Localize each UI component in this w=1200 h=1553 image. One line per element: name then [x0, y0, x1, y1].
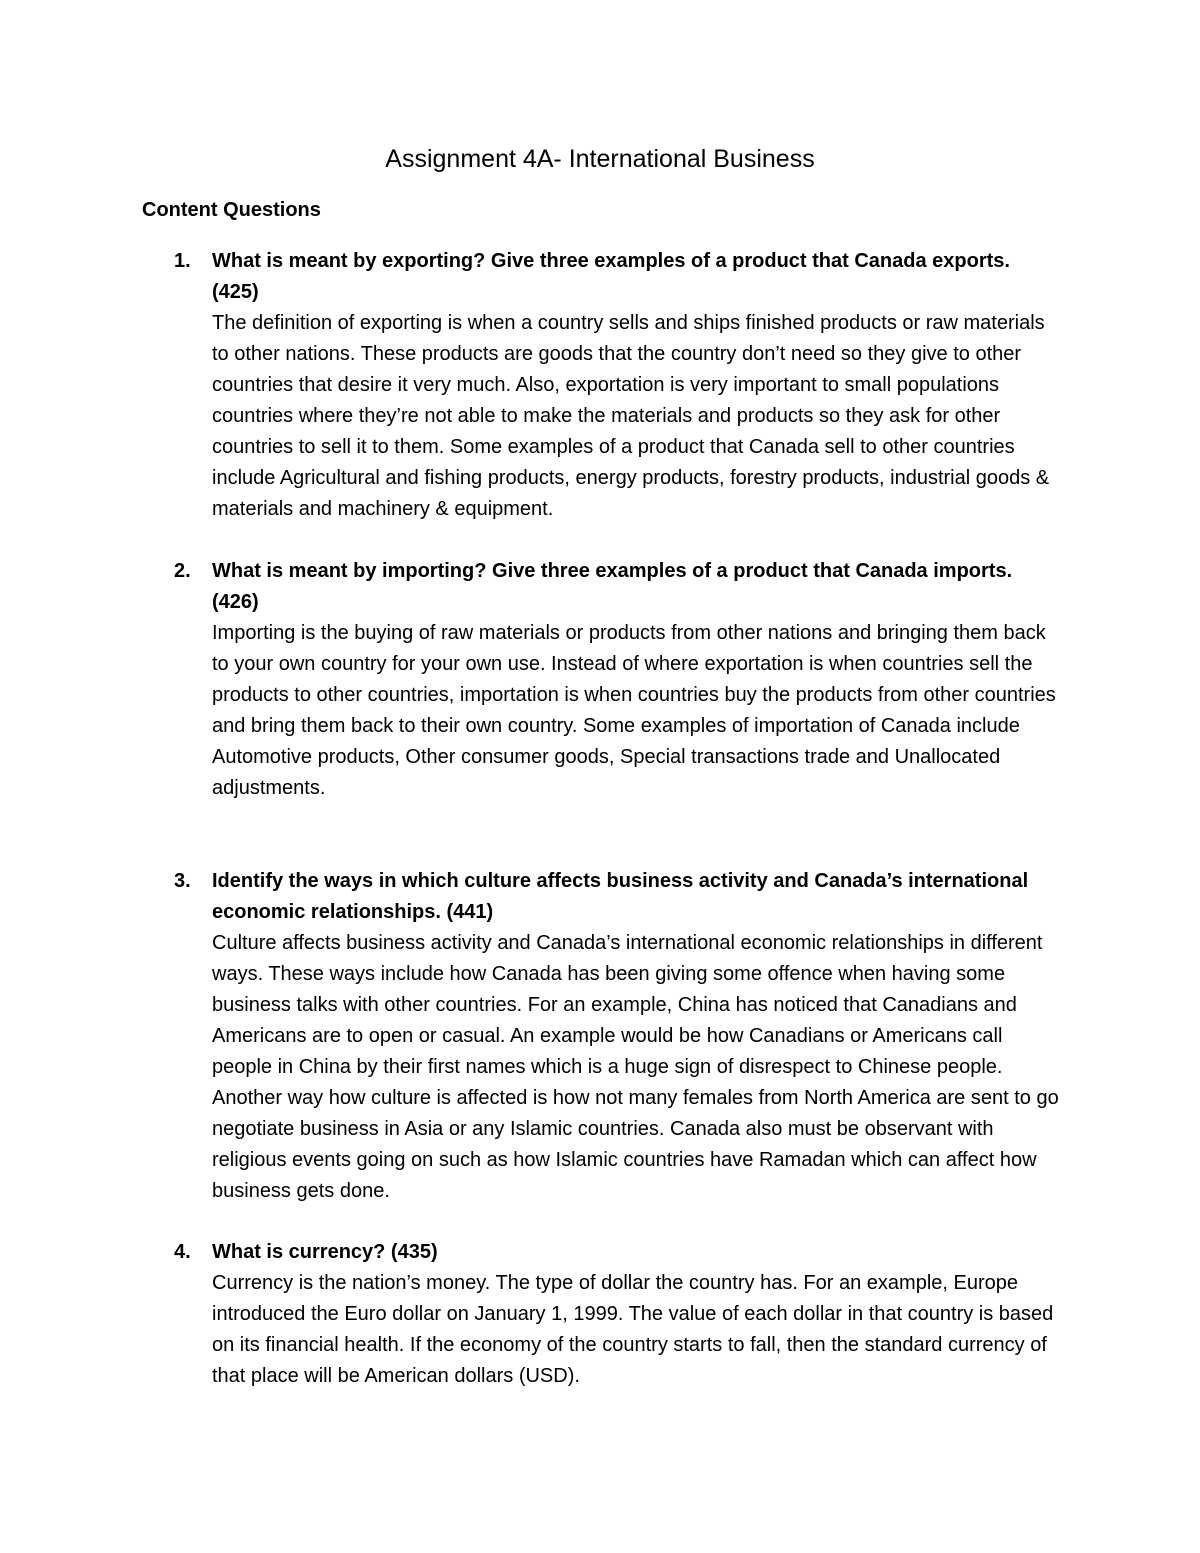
page-title: Assignment 4A- International Business [385, 145, 815, 173]
section-heading: Content Questions [142, 199, 321, 221]
question-prompt: What is meant by importing? Give three examples of a product that Canada imports. (426) [212, 560, 1013, 613]
question-answer: The definition of exporting is when a country sells and ships finished products or raw materials to other nations. These products are goods that the country don’t need so they give to other countries that desire it very much. Also, exportation is very important to small populations countries where they’re not able to make the materials and products so they ask for other countries to sell it to them. Some examples of a product that Canada sell to other countries include Agricultural and fishing products, energy products, forestry products, industrial goods & materials and machinery & equipment. [212, 312, 1050, 520]
question-number: 4. [174, 1241, 191, 1263]
question-body [212, 866, 1062, 1207]
question-prompt: What is currency? (435) [212, 1241, 438, 1263]
question-answer: Currency is the nation’s money. The type of dollar the country has. For an example, Europe introduced the Euro dollar on January 1, 1999. The value of each dollar in that country is based on its financial health. If the economy of the country starts to fall, then the standard currency of that place will be American dollars (USD). [212, 1272, 1054, 1387]
question-prompt: Identify the ways in which culture affects business activity and Canada’s international economic relationships. (441) [212, 870, 1029, 923]
question-number: 2. [174, 560, 191, 582]
question-body [212, 246, 1062, 525]
question-body [212, 556, 1062, 804]
question-body [212, 1237, 1062, 1392]
question-answer: Culture affects business activity and Canada’s international economic relationships in different ways. These ways include how Canada has been giving some offence when having some business talks with other countries. For an example, China has noticed that Canadians and Americans are to open or casual. An example would be how Canadians or Americans call people in China by their first names which is a huge sign of disrespect to Chinese people. Another way how culture is affected is how not many females from North America are sent to go negotiate business in Asia or any Islamic countries. Canada also must be observant with religious events going on such as how Islamic countries have Ramadan which can affect how business gets done. [212, 932, 1059, 1202]
question-answer: Importing is the buying of raw materials or products from other nations and bringing them back to your own country for your own use. Instead of where exportation is when countries sell the products to other countries, importation is when countries buy the products from other countries and bring them back to their own country. Some examples of importation of Canada include Automotive products, Other consumer goods, Special transactions trade and Unallocated adjustments. [212, 622, 1056, 799]
question-number: 1. [174, 250, 191, 272]
question-prompt: What is meant by exporting? Give three examples of a product that Canada exports. (425) [212, 250, 1010, 303]
question-number: 3. [174, 870, 191, 892]
